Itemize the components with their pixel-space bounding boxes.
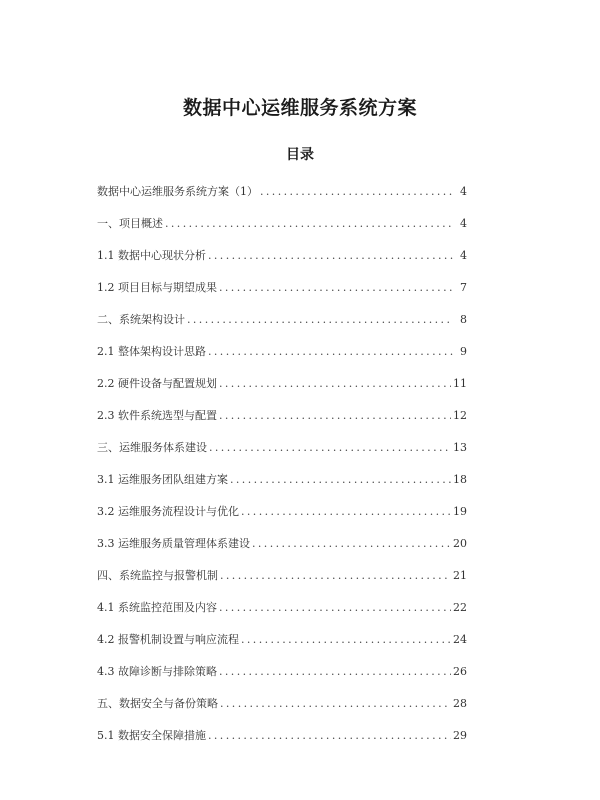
- toc-entry[interactable]: [97, 566, 467, 598]
- toc-entry-title: 一、项目概述: [97, 217, 163, 230]
- toc-entry[interactable]: [97, 470, 467, 502]
- toc-entry[interactable]: [97, 630, 467, 662]
- toc-dot-leader: [241, 502, 451, 522]
- toc-dot-leader: [220, 694, 451, 714]
- toc-dot-leader: [219, 662, 451, 682]
- toc-entry-page-number: 11: [453, 377, 467, 390]
- toc-entry-page-number: 7: [460, 281, 467, 294]
- toc-entry-page-number: 22: [453, 601, 467, 614]
- toc-entry-page-number: 12: [453, 409, 467, 422]
- toc-entry[interactable]: [97, 214, 467, 246]
- document-title: 数据中心运维服务系统方案: [182, 96, 417, 119]
- toc-dot-leader: [260, 182, 453, 202]
- toc-entry[interactable]: [97, 278, 467, 310]
- toc-entry-page-number: 21: [453, 569, 467, 582]
- toc-entry-title: 3.3 运维服务质量管理体系建设: [97, 537, 250, 550]
- toc-entry-page-number: 29: [453, 729, 467, 742]
- toc-entry[interactable]: [97, 374, 467, 406]
- toc-entry[interactable]: [97, 438, 467, 470]
- toc-entry-title: 2.3 软件系统选型与配置: [97, 409, 217, 422]
- toc-entry-title: 五、数据安全与备份策略: [97, 697, 218, 710]
- toc-entry-title: 3.2 运维服务流程设计与优化: [97, 505, 239, 518]
- toc-dot-leader: [241, 630, 451, 650]
- toc-entry-title: 4.3 故障诊断与排除策略: [97, 665, 217, 678]
- toc-entry[interactable]: [97, 598, 467, 630]
- toc-entry-page-number: 26: [453, 665, 467, 678]
- toc-entry[interactable]: [97, 406, 467, 438]
- toc-entry-page-number: 4: [460, 185, 467, 198]
- toc-entry-title: 数据中心运维服务系统方案（1）: [97, 185, 258, 198]
- toc-entry-title: 四、系统监控与报警机制: [97, 569, 218, 582]
- toc-dot-leader: [219, 406, 451, 426]
- toc-entry-page-number: 24: [453, 633, 467, 646]
- toc-entry[interactable]: [97, 694, 467, 726]
- toc-entry-page-number: 28: [453, 697, 467, 710]
- toc-entry-title: 5.1 数据安全保障措施: [97, 729, 206, 742]
- toc-entry-title: 4.2 报警机制设置与响应流程: [97, 633, 239, 646]
- toc-entry-page-number: 9: [460, 345, 467, 358]
- toc-entry-page-number: 4: [460, 249, 467, 262]
- toc-entry[interactable]: [97, 342, 467, 374]
- toc-entry-title: 三、运维服务体系建设: [97, 441, 207, 454]
- toc-entry[interactable]: [97, 662, 467, 694]
- toc-entry[interactable]: [97, 502, 467, 534]
- toc-dot-leader: [252, 534, 451, 554]
- toc-entry[interactable]: [97, 246, 467, 278]
- toc-entry-page-number: 13: [453, 441, 467, 454]
- toc-entry-title: 3.1 运维服务团队组建方案: [97, 473, 228, 486]
- toc-dot-leader: [187, 310, 453, 330]
- toc-dot-leader: [208, 342, 453, 362]
- toc-entry-title: 1.2 项目目标与期望成果: [97, 281, 217, 294]
- toc-dot-leader: [219, 598, 451, 618]
- toc-dot-leader: [219, 278, 453, 298]
- toc-entry-title: 1.1 数据中心现状分析: [97, 249, 206, 262]
- toc-entry-title: 2.2 硬件设备与配置规划: [97, 377, 217, 390]
- toc-entry-page-number: 4: [460, 217, 467, 230]
- toc-heading: 目录: [286, 147, 314, 163]
- toc-entry-page-number: 19: [453, 505, 467, 518]
- toc-entry[interactable]: [97, 310, 467, 342]
- toc-dot-leader: [220, 566, 451, 586]
- toc-entry-title: 二、系统架构设计: [97, 313, 185, 326]
- toc-dot-leader: [230, 470, 451, 490]
- toc-entry-page-number: 8: [460, 313, 467, 326]
- toc-entry-page-number: 20: [453, 537, 467, 550]
- toc-dot-leader: [165, 214, 453, 234]
- toc-entry-title: 4.1 系统监控范围及内容: [97, 601, 217, 614]
- toc-entry[interactable]: [97, 534, 467, 566]
- toc-dot-leader: [208, 246, 453, 266]
- toc-entry[interactable]: [97, 182, 467, 214]
- toc-entry-title: 2.1 整体架构设计思路: [97, 345, 206, 358]
- toc-entry[interactable]: [97, 726, 467, 758]
- toc-dot-leader: [209, 438, 451, 458]
- toc-dot-leader: [219, 374, 451, 394]
- table-of-contents: [97, 182, 467, 758]
- toc-entry-page-number: 18: [453, 473, 467, 486]
- toc-dot-leader: [208, 726, 451, 746]
